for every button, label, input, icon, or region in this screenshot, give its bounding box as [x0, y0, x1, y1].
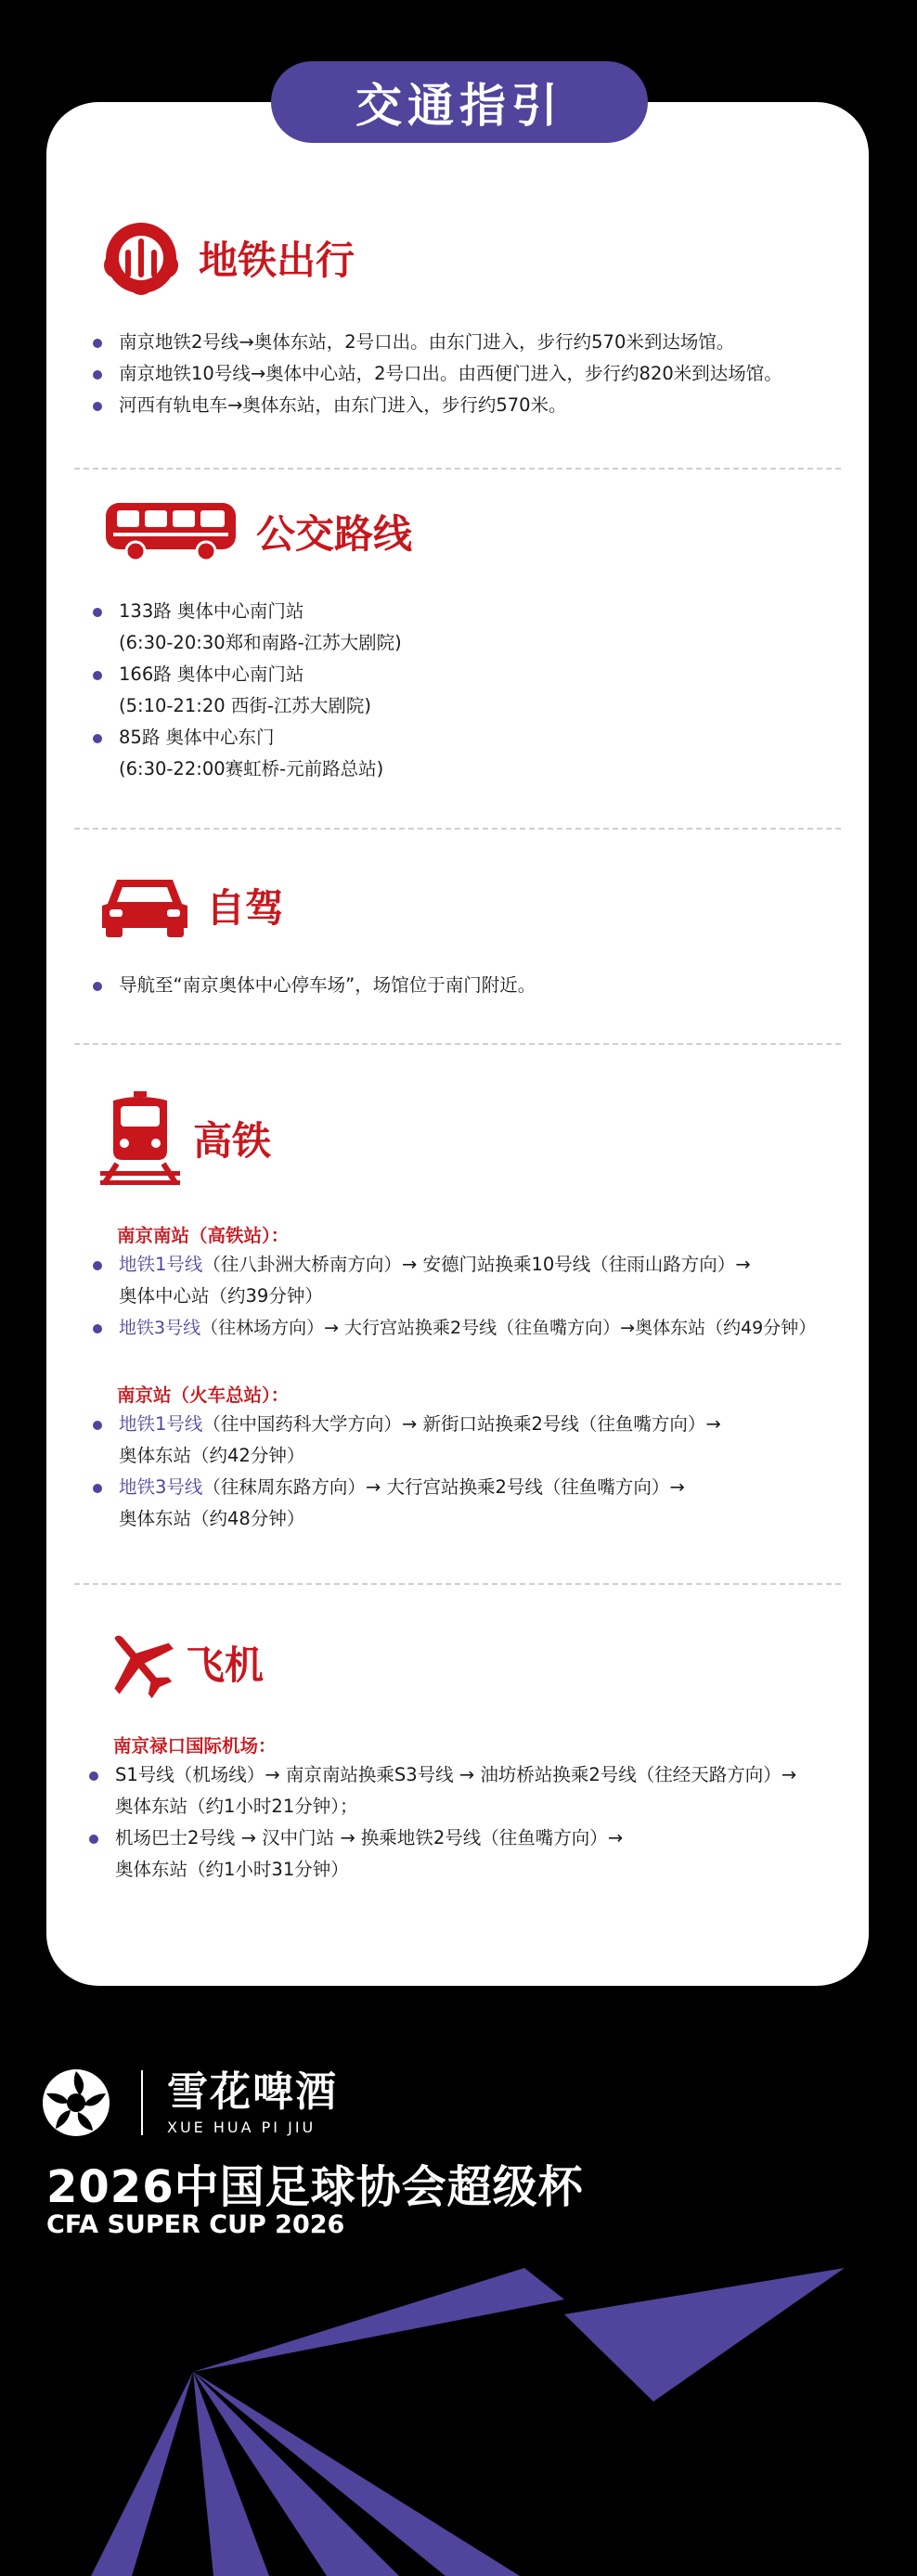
- bus-header: [104, 501, 412, 562]
- deco-stripe: [193, 2268, 564, 2372]
- snowflake-logo-icon: [39, 2066, 113, 2140]
- route-text-cont: 奥体中心站（约39分钟）: [119, 1285, 323, 1307]
- metro-list: [93, 327, 859, 421]
- metro-header: [104, 221, 355, 295]
- plane-heading: 飞机: [186, 1642, 265, 1688]
- deco-stripe: [193, 2372, 269, 2576]
- metro-line-name: 地铁1号线: [119, 1254, 203, 1275]
- rail-heading: 高铁: [193, 1118, 272, 1164]
- bus-heading: 公交路线: [256, 511, 413, 557]
- deco-stripe: [91, 2372, 193, 2576]
- list-item: [93, 722, 859, 785]
- station-name: 南京禄口国际机场：: [113, 1735, 277, 1757]
- divider: [74, 828, 841, 830]
- drive-heading: 自驾: [206, 885, 285, 931]
- rail-routes-main: [93, 1409, 859, 1535]
- drive-header: [100, 872, 284, 939]
- deco-stripe: [564, 2268, 845, 2402]
- bus-detail: (5:10-21:20 西街-江苏大剧院): [119, 695, 371, 716]
- logo-divider: [141, 2070, 143, 2135]
- route-text-cont: 奥体东站（约48分钟）: [119, 1508, 305, 1529]
- plane-list: [89, 1759, 859, 1886]
- page-title: 交通指引: [271, 61, 648, 143]
- list-item: [93, 596, 859, 659]
- divider: [74, 1583, 841, 1585]
- deco-stripe: [193, 2372, 399, 2576]
- route-text-cont: 奥体东站（约42分钟）: [119, 1445, 305, 1466]
- route-text: S1号线（机场线）→ 南京南站换乘S3号线 → 油坊桥站换乘2号线（往经天路方向）→: [115, 1764, 797, 1785]
- metro-line-name: 地铁3号线: [119, 1476, 203, 1498]
- list-item: [89, 1759, 859, 1823]
- bus-line: 166路 奥体中心南门站: [119, 663, 304, 685]
- station-name: 南京南站（高铁站）：: [117, 1225, 290, 1246]
- list-item: [93, 1472, 859, 1535]
- route-text: 机场巴士2号线 → 汉中门站 → 换乘地铁2号线（往鱼嘴方向）→: [115, 1827, 624, 1848]
- route-text: （往八卦洲大桥南方向）→ 安德门站换乘10号线（往雨山路方向）→: [202, 1254, 751, 1275]
- station-name: 南京站（火车总站）：: [117, 1385, 290, 1406]
- metro-logo-icon: [104, 221, 178, 295]
- brand-name-en: XUE HUA PI JIU: [167, 2118, 316, 2136]
- list-item: 河西有轨电车→奥体东站，由东门进入，步行约570米。: [93, 390, 859, 421]
- metro-line-name: 地铁1号线: [119, 1413, 203, 1435]
- route-text: （往秣周东路方向）→ 大行宫站换乘2号线（往鱼嘴方向）→: [202, 1476, 685, 1498]
- route-text: （往林场方向）→ 大行宫站换乘2号线（往鱼嘴方向）→奥体东站（约49分钟）: [200, 1318, 817, 1338]
- bus-line: 85路 奥体中心东门: [119, 727, 275, 748]
- list-item: [89, 1823, 859, 1886]
- rail-routes-south: [93, 1249, 869, 1344]
- bus-detail: (6:30-22:00赛虹桥-元前路总站): [119, 758, 384, 779]
- route-text-cont: 奥体东站（约1小时21分钟）；: [115, 1796, 358, 1817]
- brand-logo: [39, 2066, 338, 2140]
- airplane-icon: [100, 1626, 178, 1700]
- bus-list: [93, 596, 859, 785]
- rail-header: [100, 1091, 271, 1186]
- event-title-en: CFA SUPER CUP 2026: [46, 2210, 345, 2239]
- list-item: 南京地铁2号线→奥体东站，2号口出。由东门进入，步行约570米到达场馆。: [93, 327, 859, 358]
- event-title-cn: 2026中国足球协会超级杯: [46, 2161, 584, 2213]
- plane-header: [100, 1626, 264, 1700]
- drive-list: [93, 970, 859, 1001]
- divider: [74, 1043, 841, 1045]
- route-text: （往中国药科大学方向）→ 新街口站换乘2号线（往鱼嘴方向）→: [202, 1413, 721, 1435]
- bus-detail: (6:30-20:30郑和南路-江苏大剧院): [119, 632, 402, 653]
- list-item: [93, 659, 859, 722]
- route-text-cont: 奥体东站（约1小时31分钟）: [115, 1859, 349, 1880]
- brand-name-cn: 雪花啤酒: [167, 2067, 338, 2116]
- divider: [74, 468, 841, 470]
- bus-icon: [104, 501, 238, 562]
- guide-card: [46, 102, 869, 1986]
- metro-line-name: 地铁3号线: [119, 1318, 201, 1338]
- list-item: [93, 1312, 869, 1344]
- list-item: 导航至“南京奥体中心停车场”，场馆位于南门附近。: [93, 970, 859, 1001]
- metro-heading: 地铁出行: [199, 238, 355, 283]
- deco-stripe: [193, 2372, 520, 2576]
- bus-line: 133路 奥体中心南门站: [119, 600, 304, 622]
- list-item: [93, 1409, 859, 1472]
- car-icon: [100, 872, 189, 939]
- list-item: 南京地铁10号线→奥体中心站，2号口出。由西便门进入，步行约820米到达场馆。: [93, 358, 859, 390]
- train-icon: [100, 1091, 180, 1186]
- list-item: [93, 1249, 869, 1312]
